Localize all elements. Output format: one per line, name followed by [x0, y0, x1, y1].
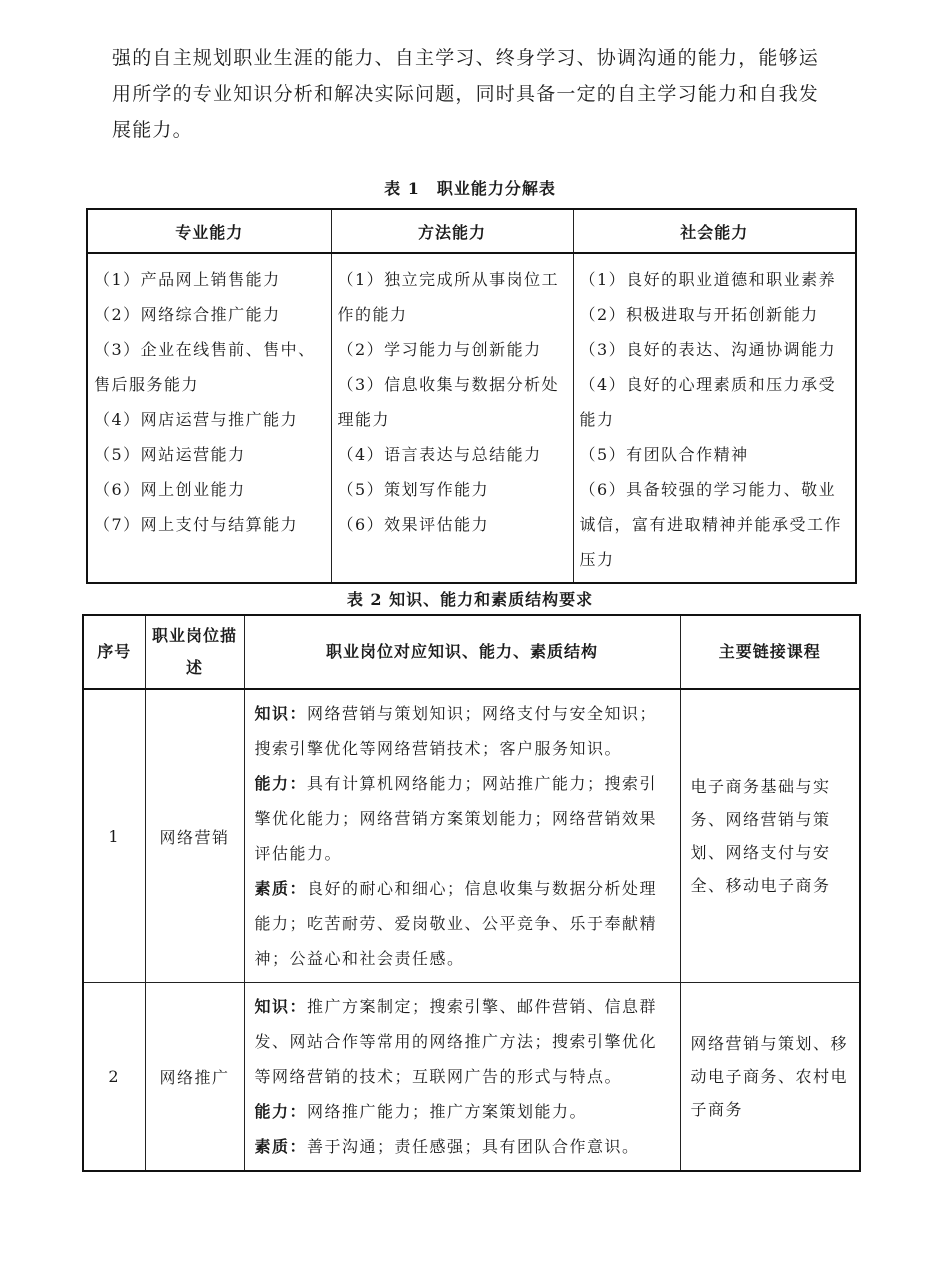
- list-item: （6）效果评估能力: [337, 515, 490, 534]
- ability-line: [255, 1094, 670, 1129]
- list-item: （3）良好的表达、沟通协调能力: [579, 340, 837, 359]
- quality-line: [255, 1129, 670, 1164]
- quality-line: [255, 871, 670, 976]
- competency-breakdown-table: [86, 208, 857, 584]
- header-method-ability: 方法能力: [331, 209, 573, 253]
- quality-label: 素质：: [254, 879, 308, 898]
- header-structure: 职业岗位对应知识、能力、素质结构: [244, 615, 680, 689]
- ability-line: [255, 766, 670, 871]
- intro-paragraph: [112, 40, 837, 148]
- list-item: （2）积极进取与开拓创新能力: [579, 305, 819, 324]
- list-item: （2）学习能力与创新能力: [337, 340, 542, 359]
- social-ability-list: [573, 253, 856, 583]
- intro-line: 强的自主规划职业生涯的能力、自主学习、终身学习、协调沟通的能力，能够运: [112, 47, 820, 69]
- quality-text: 良好的耐心和细心；信息收集与数据分析处理能力；吃苦耐劳、爱岗敬业、公平竞争、乐于奉献精神；公益心和社会责任感。: [254, 879, 658, 968]
- list-item: （4）网店运营与推广能力: [94, 410, 299, 429]
- list-item: （4）良好的心理素质和压力承受能力: [579, 375, 837, 429]
- list-item: （5）网站运营能力: [94, 445, 246, 464]
- ability-text: 网络推广能力；推广方案策划能力。: [307, 1102, 588, 1121]
- ability-label: 能力：: [254, 774, 308, 793]
- row-position: 网络推广: [145, 983, 244, 1172]
- list-item: （3）企业在线售前、售中、售后服务能力: [94, 340, 316, 394]
- row-course: 电子商务基础与实务、网络营销与策划、网络支付与安全、移动电子商务: [680, 689, 860, 983]
- knowledge-text: 推广方案制定；搜索引擎、邮件营销、信息群发、网站合作等常用的网络推广方法；搜索引擎优化等网络营销的技术；互联网广告的形式与特点。: [254, 997, 658, 1086]
- row-course: 网络营销与策划、移动电子商务、农村电子商务: [680, 983, 860, 1172]
- quality-text: 善于沟通；责任感强；具有团队合作意识。: [307, 1137, 640, 1156]
- intro-line: 展能力。: [112, 119, 193, 141]
- list-item: （1）良好的职业道德和职业素养: [579, 270, 837, 289]
- table-row: [83, 689, 860, 983]
- quality-label: 素质：: [254, 1137, 308, 1156]
- list-item: （2）网络综合推广能力: [94, 305, 281, 324]
- knowledge-label: 知识：: [254, 704, 308, 723]
- header-social-ability: 社会能力: [573, 209, 856, 253]
- intro-line: 用所学的专业知识分析和解决实际问题，同时具备一定的自主学习能力和自我发: [112, 83, 820, 105]
- ability-text: 具有计算机网络能力；网站推广能力；搜索引擎优化能力；网络营销方案策划能力；网络营销效果评估能力。: [254, 774, 658, 863]
- list-item: （1）独立完成所从事岗位工作的能力: [337, 270, 560, 324]
- list-item: （6）具备较强的学习能力、敬业诚信，富有进取精神并能承受工作压力: [579, 480, 843, 569]
- row-structure: [244, 983, 680, 1172]
- table1-caption: 表 1 职业能力分解表: [384, 179, 556, 198]
- list-item: （4）语言表达与总结能力: [337, 445, 542, 464]
- ability-label: 能力：: [254, 1102, 308, 1121]
- header-number: 序号: [83, 615, 145, 689]
- row-number: 1: [83, 689, 145, 983]
- list-item: （3）信息收集与数据分析处理能力: [337, 375, 560, 429]
- row-structure: [244, 689, 680, 983]
- professional-ability-list: [87, 253, 331, 583]
- list-item: （6）网上创业能力: [94, 480, 246, 499]
- list-item: （5）有团队合作精神: [579, 445, 749, 464]
- knowledge-line: [255, 989, 670, 1094]
- row-position: 网络营销: [145, 689, 244, 983]
- row-number: 2: [83, 983, 145, 1172]
- list-item: （7）网上支付与结算能力: [94, 515, 299, 534]
- knowledge-label: 知识：: [254, 997, 308, 1016]
- knowledge-ability-quality-table: [82, 614, 861, 1172]
- knowledge-text: 网络营销与策划知识；网络支付与安全知识；搜索引擎优化等网络营销技术；客户服务知识。: [254, 704, 658, 758]
- list-item: （1）产品网上销售能力: [94, 270, 281, 289]
- header-course: 主要链接课程: [680, 615, 860, 689]
- knowledge-line: [255, 696, 670, 766]
- list-item: （5）策划写作能力: [337, 480, 490, 499]
- header-professional-ability: 专业能力: [87, 209, 331, 253]
- table2-caption: 表 2 知识、能力和素质结构要求: [346, 590, 594, 609]
- table-row: [83, 983, 860, 1172]
- header-position: 职业岗位描述: [145, 615, 244, 689]
- method-ability-list: [331, 253, 573, 583]
